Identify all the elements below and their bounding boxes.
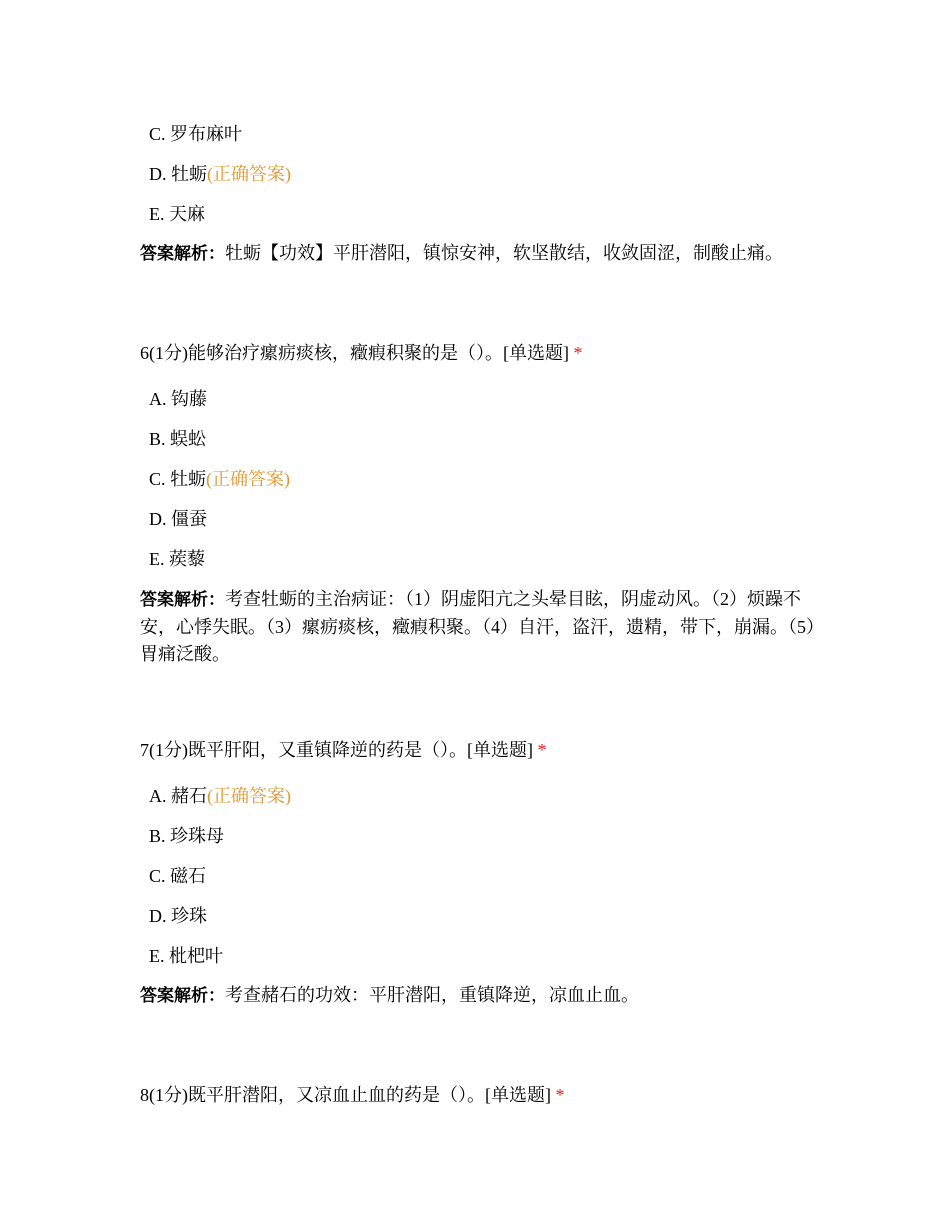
option-e: E. 蒺藜 [149, 549, 205, 569]
option-a: A. 钩藤 [149, 389, 207, 409]
option-d: D. 珍珠 [149, 906, 207, 926]
explanation-label: 答案解析： [140, 986, 225, 1006]
correct-answer-tag: (正确答案) [206, 469, 291, 489]
option-d: D. 僵蚕 [149, 509, 207, 529]
option-e: E. 天麻 [149, 204, 205, 224]
question-8: 8(1分)既平肝潜阳，又凉血止血的药是（）。[单选题] * [140, 1085, 565, 1105]
required-star: * [537, 740, 547, 760]
required-star: * [555, 1085, 565, 1105]
explanation-label: 答案解析： [140, 244, 225, 264]
option-e: E. 枇杷叶 [149, 946, 223, 966]
correct-answer-tag: (正确答案) [207, 164, 291, 184]
explanation-label: 答案解析： [140, 590, 225, 610]
answer-explanation: 答案解析：考查牡蛎的主治病证：（1）阴虚阳亢之头晕目眩，阴虚动风。（2）烦躁不安，心悸失眠。（3）瘰疬痰核，癥瘕积聚。（4）自汗，盗汗，遗精，带下，崩漏。（5）胃痛泛酸。 [140, 589, 815, 664]
answer-explanation: 答案解析：考查赭石的功效：平肝潜阳，重镇降逆，凉血止血。 [140, 985, 639, 1006]
option-a: A. 赭石(正确答案) [149, 786, 291, 806]
option-b: B. 珍珠母 [149, 826, 225, 846]
required-star: * [573, 343, 583, 363]
option-c: C. 罗布麻叶 [149, 124, 243, 144]
option-d: D. 牡蛎(正确答案) [149, 164, 291, 184]
question-7: 7(1分)既平肝阳，又重镇降逆的药是（）。[单选题] * [140, 740, 547, 760]
answer-explanation: 答案解析：牡蛎【功效】平肝潜阳，镇惊安神，软坚散结，收敛固涩，制酸止痛。 [140, 243, 783, 264]
option-b: B. 蜈蚣 [149, 429, 207, 449]
correct-answer-tag: (正确答案) [207, 786, 291, 806]
question-6: 6(1分)能够治疗瘰疬痰核，癥瘕积聚的是（）。[单选题] * [140, 343, 583, 363]
option-c: C. 牡蛎(正确答案) [149, 469, 291, 489]
option-c: C. 磁石 [149, 866, 207, 886]
